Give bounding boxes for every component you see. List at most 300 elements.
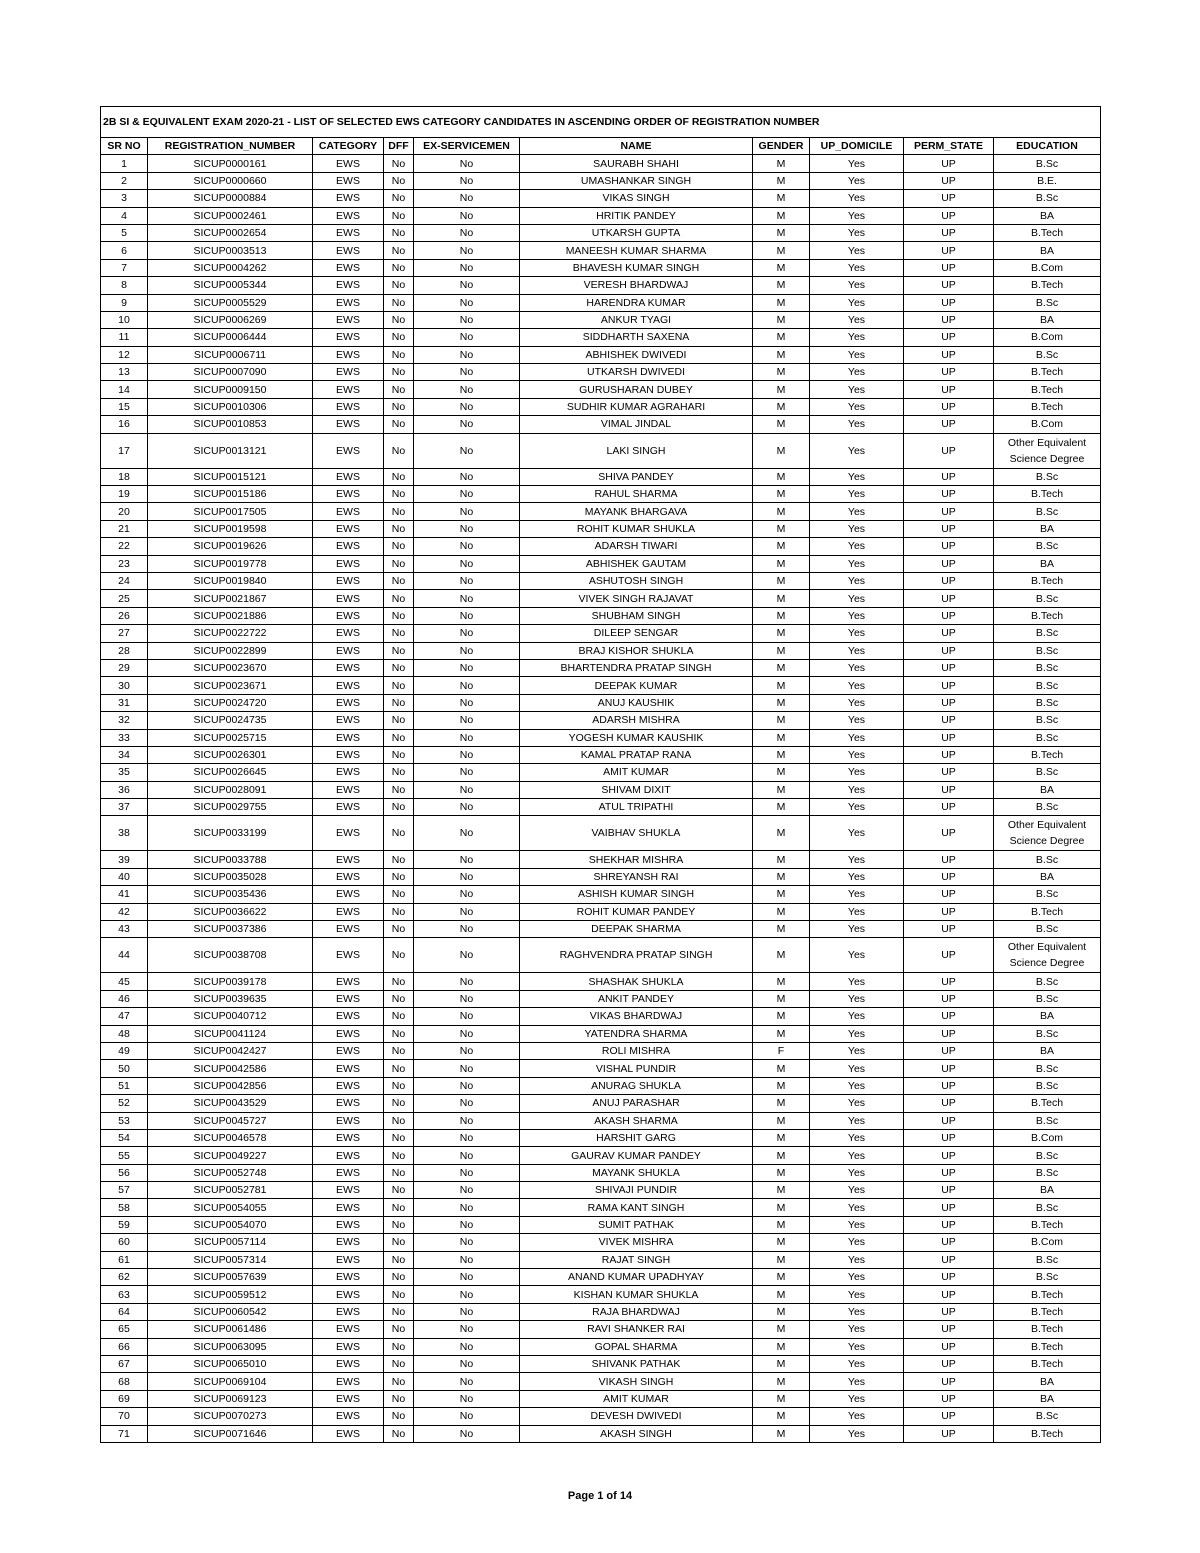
table-cell: Yes bbox=[810, 712, 904, 729]
table-cell: No bbox=[384, 381, 414, 398]
table-cell: RAVI SHANKER RAI bbox=[520, 1321, 753, 1338]
table-cell: Yes bbox=[810, 1216, 904, 1233]
table-cell: SHIVANK PATHAK bbox=[520, 1356, 753, 1373]
table-cell: No bbox=[384, 868, 414, 885]
table-cell: M bbox=[753, 207, 810, 224]
table-cell: DEEPAK KUMAR bbox=[520, 677, 753, 694]
table-cell: No bbox=[384, 1373, 414, 1390]
table-cell: M bbox=[753, 1286, 810, 1303]
table-cell: Yes bbox=[810, 190, 904, 207]
table-cell: No bbox=[414, 607, 520, 624]
table-cell: 25 bbox=[101, 590, 148, 607]
table-cell: Yes bbox=[810, 1286, 904, 1303]
table-cell: UP bbox=[904, 886, 994, 903]
table-row bbox=[101, 416, 1101, 433]
table-cell: M bbox=[753, 1147, 810, 1164]
table-cell: RAGHVENDRA PRATAP SINGH bbox=[520, 938, 753, 973]
table-cell: 17 bbox=[101, 433, 148, 468]
table-row bbox=[101, 572, 1101, 589]
table-cell: Yes bbox=[810, 259, 904, 276]
table-cell: VERESH BHARDWAJ bbox=[520, 277, 753, 294]
table-cell: EWS bbox=[313, 294, 384, 311]
table-cell: M bbox=[753, 277, 810, 294]
table-cell: No bbox=[414, 1164, 520, 1181]
table-cell: M bbox=[753, 572, 810, 589]
table-cell: M bbox=[753, 311, 810, 328]
table-cell: EWS bbox=[313, 729, 384, 746]
table-cell: Yes bbox=[810, 607, 904, 624]
table-cell: M bbox=[753, 294, 810, 311]
table-cell: M bbox=[753, 921, 810, 938]
table-cell: EWS bbox=[313, 398, 384, 415]
table-cell: 7 bbox=[101, 259, 148, 276]
table-cell: DEVESH DWIVEDI bbox=[520, 1408, 753, 1425]
table-cell: B.Tech bbox=[994, 364, 1101, 381]
table-cell: No bbox=[384, 973, 414, 990]
table-row bbox=[101, 1147, 1101, 1164]
table-cell: Yes bbox=[810, 764, 904, 781]
table-cell: No bbox=[414, 799, 520, 816]
table-cell: 57 bbox=[101, 1182, 148, 1199]
table-cell: M bbox=[753, 659, 810, 676]
table-cell: No bbox=[384, 990, 414, 1007]
table-cell: Yes bbox=[810, 242, 904, 259]
table-cell: RAHUL SHARMA bbox=[520, 486, 753, 503]
table-cell: No bbox=[414, 503, 520, 520]
table-cell: 60 bbox=[101, 1234, 148, 1251]
table-cell: EWS bbox=[313, 1269, 384, 1286]
table-row bbox=[101, 1356, 1101, 1373]
table-cell: VIVEK MISHRA bbox=[520, 1234, 753, 1251]
table-row bbox=[101, 242, 1101, 259]
table-cell: No bbox=[414, 1147, 520, 1164]
table-cell: Yes bbox=[810, 1390, 904, 1407]
table-cell: M bbox=[753, 990, 810, 1007]
table-cell: B.Sc bbox=[994, 642, 1101, 659]
table-cell: UP bbox=[904, 1008, 994, 1025]
table-cell: SICUP0060542 bbox=[148, 1303, 313, 1320]
table-cell: 11 bbox=[101, 329, 148, 346]
column-header: SR NO bbox=[101, 138, 148, 155]
table-cell: M bbox=[753, 938, 810, 973]
table-cell: UP bbox=[904, 1129, 994, 1146]
table-cell: BA bbox=[994, 781, 1101, 798]
table-cell: 36 bbox=[101, 781, 148, 798]
table-cell: M bbox=[753, 764, 810, 781]
table-cell: SICUP0004262 bbox=[148, 259, 313, 276]
table-cell: No bbox=[384, 346, 414, 363]
table-row bbox=[101, 329, 1101, 346]
table-cell: No bbox=[384, 1303, 414, 1320]
table-cell: No bbox=[414, 1234, 520, 1251]
table-cell: Yes bbox=[810, 1321, 904, 1338]
table-cell: B.Tech bbox=[994, 381, 1101, 398]
table-cell: Yes bbox=[810, 1042, 904, 1059]
table-cell: SICUP0025715 bbox=[148, 729, 313, 746]
table-cell: M bbox=[753, 781, 810, 798]
table-cell: UP bbox=[904, 816, 994, 851]
table-cell: UP bbox=[904, 973, 994, 990]
table-cell: UP bbox=[904, 921, 994, 938]
table-cell: Yes bbox=[810, 398, 904, 415]
column-header: EX-SERVICEMEN bbox=[414, 138, 520, 155]
table-cell: B.Tech bbox=[994, 1095, 1101, 1112]
table-cell: EWS bbox=[313, 642, 384, 659]
table-cell: UP bbox=[904, 781, 994, 798]
table-cell: No bbox=[384, 1408, 414, 1425]
table-cell: M bbox=[753, 259, 810, 276]
table-cell: No bbox=[384, 155, 414, 172]
table-cell: No bbox=[384, 1286, 414, 1303]
table-cell: B.Tech bbox=[994, 1321, 1101, 1338]
table-cell: 34 bbox=[101, 746, 148, 763]
table-cell: B.Tech bbox=[994, 607, 1101, 624]
column-header: DFF bbox=[384, 138, 414, 155]
table-cell: 42 bbox=[101, 903, 148, 920]
table-cell: B.Sc bbox=[994, 973, 1101, 990]
table-cell: M bbox=[753, 503, 810, 520]
table-cell: UP bbox=[904, 224, 994, 241]
table-row bbox=[101, 677, 1101, 694]
table-cell: EWS bbox=[313, 433, 384, 468]
table-cell: B.Tech bbox=[994, 1338, 1101, 1355]
table-cell: SICUP0039178 bbox=[148, 973, 313, 990]
table-cell: 58 bbox=[101, 1199, 148, 1216]
table-cell: No bbox=[384, 1321, 414, 1338]
table-cell: UP bbox=[904, 242, 994, 259]
column-header: REGISTRATION_NUMBER bbox=[148, 138, 313, 155]
table-cell: M bbox=[753, 1303, 810, 1320]
table-cell: No bbox=[384, 486, 414, 503]
table-cell: M bbox=[753, 1199, 810, 1216]
table-cell: UTKARSH GUPTA bbox=[520, 224, 753, 241]
table-cell: 28 bbox=[101, 642, 148, 659]
table-cell: UP bbox=[904, 329, 994, 346]
table-cell: EWS bbox=[313, 990, 384, 1007]
table-cell: UP bbox=[904, 346, 994, 363]
table-cell: M bbox=[753, 381, 810, 398]
table-cell: No bbox=[384, 607, 414, 624]
table-cell: No bbox=[384, 1129, 414, 1146]
table-cell: M bbox=[753, 677, 810, 694]
table-cell: 46 bbox=[101, 990, 148, 1007]
table-cell: UP bbox=[904, 503, 994, 520]
table-cell: M bbox=[753, 625, 810, 642]
table-cell: 2 bbox=[101, 172, 148, 189]
table-cell: Yes bbox=[810, 799, 904, 816]
table-cell: M bbox=[753, 851, 810, 868]
table-cell: No bbox=[414, 190, 520, 207]
table-cell: EWS bbox=[313, 259, 384, 276]
table-cell: UP bbox=[904, 277, 994, 294]
table-row bbox=[101, 1338, 1101, 1355]
table-cell: BA bbox=[994, 868, 1101, 885]
table-cell: B.Tech bbox=[994, 277, 1101, 294]
table-cell: M bbox=[753, 1321, 810, 1338]
table-cell: 50 bbox=[101, 1060, 148, 1077]
table-cell: HRITIK PANDEY bbox=[520, 207, 753, 224]
table-cell: No bbox=[384, 329, 414, 346]
table-cell: No bbox=[384, 503, 414, 520]
table-row bbox=[101, 1303, 1101, 1320]
table-cell: B.Sc bbox=[994, 468, 1101, 485]
table-cell: VIKASH SINGH bbox=[520, 1373, 753, 1390]
table-cell: AKASH SHARMA bbox=[520, 1112, 753, 1129]
table-cell: No bbox=[384, 364, 414, 381]
table-cell: YOGESH KUMAR KAUSHIK bbox=[520, 729, 753, 746]
table-cell: Yes bbox=[810, 468, 904, 485]
table-cell: 67 bbox=[101, 1356, 148, 1373]
table-cell: M bbox=[753, 1112, 810, 1129]
table-cell: EWS bbox=[313, 381, 384, 398]
table-row bbox=[101, 1390, 1101, 1407]
table-cell: Yes bbox=[810, 886, 904, 903]
table-cell: MAYANK BHARGAVA bbox=[520, 503, 753, 520]
table-cell: B.Com bbox=[994, 1234, 1101, 1251]
table-cell: EWS bbox=[313, 607, 384, 624]
table-cell: M bbox=[753, 1234, 810, 1251]
table-cell: Yes bbox=[810, 1095, 904, 1112]
table-cell: 12 bbox=[101, 346, 148, 363]
table-cell: UP bbox=[904, 659, 994, 676]
table-cell: UP bbox=[904, 677, 994, 694]
table-cell: 9 bbox=[101, 294, 148, 311]
table-cell: SICUP0037386 bbox=[148, 921, 313, 938]
table-cell: Yes bbox=[810, 694, 904, 711]
table-cell: SICUP0006444 bbox=[148, 329, 313, 346]
table-cell: EWS bbox=[313, 1042, 384, 1059]
table-cell: EWS bbox=[313, 1408, 384, 1425]
table-cell: No bbox=[384, 1390, 414, 1407]
table-cell: EWS bbox=[313, 1286, 384, 1303]
table-cell: No bbox=[384, 1042, 414, 1059]
table-cell: 55 bbox=[101, 1147, 148, 1164]
table-cell: B.Tech bbox=[994, 1425, 1101, 1442]
table-cell: B.Com bbox=[994, 259, 1101, 276]
table-cell: No bbox=[414, 781, 520, 798]
table-cell: HARSHIT GARG bbox=[520, 1129, 753, 1146]
table-cell: EWS bbox=[313, 659, 384, 676]
table-cell: Yes bbox=[810, 346, 904, 363]
table-cell: SICUP0000660 bbox=[148, 172, 313, 189]
table-cell: No bbox=[414, 1390, 520, 1407]
table-cell: SICUP0041124 bbox=[148, 1025, 313, 1042]
table-cell: EWS bbox=[313, 746, 384, 763]
table-cell: No bbox=[414, 677, 520, 694]
table-cell: EWS bbox=[313, 503, 384, 520]
table-cell: 43 bbox=[101, 921, 148, 938]
table-cell: Yes bbox=[810, 416, 904, 433]
table-cell: UP bbox=[904, 729, 994, 746]
column-header: NAME bbox=[520, 138, 753, 155]
table-cell: SHIVAM DIXIT bbox=[520, 781, 753, 798]
table-cell: No bbox=[414, 381, 520, 398]
table-row bbox=[101, 207, 1101, 224]
table-cell: Yes bbox=[810, 1112, 904, 1129]
table-cell: M bbox=[753, 1129, 810, 1146]
table-cell: B.Sc bbox=[994, 851, 1101, 868]
table-cell: SICUP0022722 bbox=[148, 625, 313, 642]
table-cell: UP bbox=[904, 1321, 994, 1338]
table-cell: 10 bbox=[101, 311, 148, 328]
table-cell: SICUP0022899 bbox=[148, 642, 313, 659]
table-cell: 33 bbox=[101, 729, 148, 746]
table-cell: B.Sc bbox=[994, 346, 1101, 363]
table-cell: B.Sc bbox=[994, 1060, 1101, 1077]
table-cell: No bbox=[414, 851, 520, 868]
table-cell: EWS bbox=[313, 1216, 384, 1233]
table-row bbox=[101, 224, 1101, 241]
table-cell: No bbox=[384, 538, 414, 555]
table-cell: Other Equivalent Science Degree bbox=[994, 433, 1101, 468]
table-cell: SICUP0070273 bbox=[148, 1408, 313, 1425]
table-cell: EWS bbox=[313, 155, 384, 172]
table-cell: B.Tech bbox=[994, 1303, 1101, 1320]
table-row bbox=[101, 1199, 1101, 1216]
table-cell: AMIT KUMAR bbox=[520, 1390, 753, 1407]
table-cell: No bbox=[414, 921, 520, 938]
table-row bbox=[101, 346, 1101, 363]
table-cell: 19 bbox=[101, 486, 148, 503]
table-cell: No bbox=[384, 590, 414, 607]
table-row bbox=[101, 1025, 1101, 1042]
table-cell: EWS bbox=[313, 1425, 384, 1442]
table-cell: Yes bbox=[810, 921, 904, 938]
table-cell: B.Tech bbox=[994, 746, 1101, 763]
table-row bbox=[101, 990, 1101, 1007]
table-cell: Yes bbox=[810, 1077, 904, 1094]
table-cell: UP bbox=[904, 1408, 994, 1425]
table-cell: 37 bbox=[101, 799, 148, 816]
column-header: CATEGORY bbox=[313, 138, 384, 155]
table-cell: M bbox=[753, 1425, 810, 1442]
table-cell: EWS bbox=[313, 903, 384, 920]
table-cell: EWS bbox=[313, 868, 384, 885]
table-cell: No bbox=[414, 1269, 520, 1286]
table-cell: EWS bbox=[313, 677, 384, 694]
table-cell: SICUP0000884 bbox=[148, 190, 313, 207]
table-cell: B.Sc bbox=[994, 503, 1101, 520]
table-cell: SICUP0038708 bbox=[148, 938, 313, 973]
table-row bbox=[101, 746, 1101, 763]
page-title: 2B SI & EQUIVALENT EXAM 2020-21 - LIST OF SELECTED EWS CATEGORY CANDIDATES IN ASCENDING ORDER OF REGISTRATION NUMBER bbox=[101, 107, 1101, 138]
table-row bbox=[101, 973, 1101, 990]
table-cell: B.Sc bbox=[994, 764, 1101, 781]
table-cell: No bbox=[384, 1234, 414, 1251]
table-cell: No bbox=[414, 1077, 520, 1094]
table-cell: EWS bbox=[313, 468, 384, 485]
table-cell: Other Equivalent Science Degree bbox=[994, 938, 1101, 973]
table-cell: No bbox=[414, 364, 520, 381]
table-cell: 3 bbox=[101, 190, 148, 207]
table-cell: SICUP0021867 bbox=[148, 590, 313, 607]
table-cell: UP bbox=[904, 433, 994, 468]
table-cell: EWS bbox=[313, 1338, 384, 1355]
table-cell: B.Sc bbox=[994, 1251, 1101, 1268]
table-cell: SICUP0019778 bbox=[148, 555, 313, 572]
table-cell: ANAND KUMAR UPADHYAY bbox=[520, 1269, 753, 1286]
table-cell: SAURABH SHAHI bbox=[520, 155, 753, 172]
table-cell: B.Com bbox=[994, 329, 1101, 346]
table-cell: SICUP0052748 bbox=[148, 1164, 313, 1181]
table-cell: No bbox=[384, 1060, 414, 1077]
table-cell: No bbox=[414, 712, 520, 729]
table-cell: 53 bbox=[101, 1112, 148, 1129]
table-row bbox=[101, 590, 1101, 607]
table-cell: MAYANK SHUKLA bbox=[520, 1164, 753, 1181]
table-cell: No bbox=[414, 694, 520, 711]
table-cell: No bbox=[384, 1425, 414, 1442]
table-cell: ANKIT PANDEY bbox=[520, 990, 753, 1007]
table-cell: No bbox=[384, 1008, 414, 1025]
table-cell: EWS bbox=[313, 207, 384, 224]
table-cell: SICUP0021886 bbox=[148, 607, 313, 624]
table-cell: EWS bbox=[313, 1251, 384, 1268]
table-cell: VAIBHAV SHUKLA bbox=[520, 816, 753, 851]
table-cell: SICUP0049227 bbox=[148, 1147, 313, 1164]
table-row bbox=[101, 155, 1101, 172]
table-cell: B.Sc bbox=[994, 294, 1101, 311]
table-cell: B.Tech bbox=[994, 398, 1101, 415]
table-cell: UP bbox=[904, 851, 994, 868]
table-cell: EWS bbox=[313, 346, 384, 363]
table-cell: M bbox=[753, 607, 810, 624]
table-row bbox=[101, 607, 1101, 624]
table-cell: M bbox=[753, 433, 810, 468]
table-cell: UP bbox=[904, 607, 994, 624]
table-cell: ADARSH TIWARI bbox=[520, 538, 753, 555]
table-cell: Yes bbox=[810, 381, 904, 398]
table-cell: No bbox=[384, 938, 414, 973]
table-cell: RAJA BHARDWAJ bbox=[520, 1303, 753, 1320]
table-cell: BA bbox=[994, 1182, 1101, 1199]
table-cell: No bbox=[384, 259, 414, 276]
table-cell: Yes bbox=[810, 1164, 904, 1181]
table-cell: No bbox=[384, 746, 414, 763]
table-cell: UP bbox=[904, 903, 994, 920]
table-cell: B.Sc bbox=[994, 155, 1101, 172]
table-row bbox=[101, 294, 1101, 311]
table-cell: Yes bbox=[810, 207, 904, 224]
table-cell: UP bbox=[904, 746, 994, 763]
table-cell: B.Sc bbox=[994, 190, 1101, 207]
table-cell: 48 bbox=[101, 1025, 148, 1042]
table-cell: Yes bbox=[810, 746, 904, 763]
table-cell: No bbox=[414, 973, 520, 990]
table-cell: UP bbox=[904, 625, 994, 642]
table-row bbox=[101, 486, 1101, 503]
table-cell: UP bbox=[904, 1025, 994, 1042]
table-cell: UP bbox=[904, 1042, 994, 1059]
table-row bbox=[101, 1042, 1101, 1059]
table-cell: No bbox=[414, 398, 520, 415]
table-cell: 49 bbox=[101, 1042, 148, 1059]
table-cell: 63 bbox=[101, 1286, 148, 1303]
table-cell: No bbox=[384, 677, 414, 694]
table-row bbox=[101, 1060, 1101, 1077]
table-cell: B.Tech bbox=[994, 1286, 1101, 1303]
table-cell: M bbox=[753, 1390, 810, 1407]
table-cell: No bbox=[384, 207, 414, 224]
table-cell: 66 bbox=[101, 1338, 148, 1355]
table-cell: VISHAL PUNDIR bbox=[520, 1060, 753, 1077]
table-row bbox=[101, 259, 1101, 276]
table-cell: Yes bbox=[810, 642, 904, 659]
table-cell: No bbox=[414, 1129, 520, 1146]
table-cell: No bbox=[384, 1025, 414, 1042]
table-row bbox=[101, 1408, 1101, 1425]
table-body bbox=[101, 155, 1101, 1443]
